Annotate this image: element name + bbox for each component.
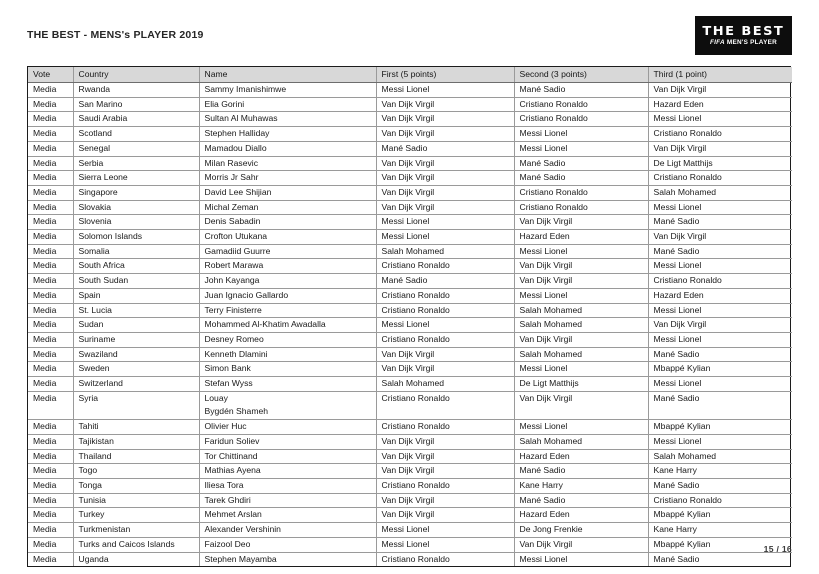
votes-table (28, 67, 792, 566)
table-row (28, 171, 792, 186)
cell-second: Hazard Eden (514, 508, 648, 523)
cell-country: Uganda (73, 552, 199, 566)
cell-country: Rwanda (73, 83, 199, 98)
cell-first: Van Dijk Virgil (376, 97, 514, 112)
cell-first: Cristiano Ronaldo (376, 478, 514, 493)
cell-vote: Media (28, 464, 73, 479)
cell-first: Messi Lionel (376, 230, 514, 245)
cell-vote: Media (28, 200, 73, 215)
cell-second: Messi Lionel (514, 244, 648, 259)
cell-country: Togo (73, 464, 199, 479)
cell-third: Salah Mohamed (648, 185, 792, 200)
cell-vote: Media (28, 537, 73, 552)
cell-third: Van Dijk Virgil (648, 230, 792, 245)
cell-third: De Ligt Matthijs (648, 156, 792, 171)
cell-first: Van Dijk Virgil (376, 508, 514, 523)
cell-country: Suriname (73, 332, 199, 347)
cell-vote: Media (28, 127, 73, 142)
cell-vote: Media (28, 244, 73, 259)
table-row (28, 83, 792, 98)
cell-vote: Media (28, 508, 73, 523)
page-title: THE BEST - MENS's PLAYER 2019 (27, 29, 204, 41)
table-row (28, 230, 792, 245)
cell-vote: Media (28, 303, 73, 318)
cell-first: Messi Lionel (376, 318, 514, 333)
logo-subtitle (710, 40, 777, 46)
cell-first: Messi Lionel (376, 537, 514, 552)
cell-name: Denis Sabadin (199, 215, 376, 230)
cell-name: Milan Rasevic (199, 156, 376, 171)
cell-first: Cristiano Ronaldo (376, 303, 514, 318)
cell-country: Thailand (73, 449, 199, 464)
cell-name (199, 391, 376, 419)
cell-name: Tor Chittinand (199, 449, 376, 464)
cell-name: Stephen Halliday (199, 127, 376, 142)
cell-third: Messi Lionel (648, 434, 792, 449)
cell-second: Kane Harry (514, 478, 648, 493)
cell-name: Sammy Imanishimwe (199, 83, 376, 98)
table-row (28, 362, 792, 377)
cell-second: Messi Lionel (514, 127, 648, 142)
cell-second: Van Dijk Virgil (514, 332, 648, 347)
cell-name: Juan Ignacio Gallardo (199, 288, 376, 303)
cell-country: Scotland (73, 127, 199, 142)
cell-third: Salah Mohamed (648, 449, 792, 464)
cell-country: Syria (73, 391, 199, 419)
cell-country: Sierra Leone (73, 171, 199, 186)
cell-third: Messi Lionel (648, 332, 792, 347)
cell-first: Van Dijk Virgil (376, 200, 514, 215)
cell-second: Mané Sadio (514, 493, 648, 508)
table-row (28, 200, 792, 215)
cell-name: John Kayanga (199, 274, 376, 289)
column-header-country: Country (73, 67, 199, 83)
cell-second: Cristiano Ronaldo (514, 200, 648, 215)
cell-third: Messi Lionel (648, 112, 792, 127)
cell-country: South Sudan (73, 274, 199, 289)
cell-name: Desney Romeo (199, 332, 376, 347)
cell-name: Sultan Al Muhawas (199, 112, 376, 127)
cell-name: Tarek Ghdiri (199, 493, 376, 508)
cell-name-line2: Bygdén Shameh (204, 406, 269, 417)
cell-vote: Media (28, 185, 73, 200)
cell-third: Van Dijk Virgil (648, 318, 792, 333)
logo-fifa-text: FIFA (710, 38, 725, 46)
cell-name: Crofton Utukana (199, 230, 376, 245)
cell-name: Morris Jr Sahr (199, 171, 376, 186)
cell-name: Gamadiid Guurre (199, 244, 376, 259)
cell-first: Cristiano Ronaldo (376, 332, 514, 347)
cell-country: Turkey (73, 508, 199, 523)
page-number: 15 / 16 (763, 544, 792, 554)
cell-third: Cristiano Ronaldo (648, 274, 792, 289)
cell-second: Messi Lionel (514, 141, 648, 156)
cell-third: Kane Harry (648, 523, 792, 538)
cell-country: Tahiti (73, 420, 199, 435)
cell-vote: Media (28, 97, 73, 112)
cell-second: Cristiano Ronaldo (514, 112, 648, 127)
cell-vote: Media (28, 288, 73, 303)
cell-first: Van Dijk Virgil (376, 127, 514, 142)
cell-first: Van Dijk Virgil (376, 156, 514, 171)
cell-first: Cristiano Ronaldo (376, 259, 514, 274)
cell-third: Mané Sadio (653, 553, 700, 564)
cell-first: Van Dijk Virgil (376, 171, 514, 186)
column-header-first: First (5 points) (376, 67, 514, 83)
cell-name: Faridun Soliev (199, 434, 376, 449)
cell-third: Mané Sadio (648, 347, 792, 362)
cell-second: Van Dijk Virgil (514, 215, 648, 230)
cell-third: Mané Sadio (648, 215, 792, 230)
cell-second: Hazard Eden (514, 449, 648, 464)
cell-vote: Media (28, 362, 73, 377)
cell-name: Terry Finisterre (199, 303, 376, 318)
table-row (28, 464, 792, 479)
table-row (28, 97, 792, 112)
cell-first: Messi Lionel (376, 523, 514, 538)
cell-name: Mathias Ayena (199, 464, 376, 479)
cell-first: Messi Lionel (376, 83, 514, 98)
cell-third: Hazard Eden (648, 288, 792, 303)
cell-name: Stephen Mayamba (199, 552, 376, 566)
cell-vote: Media (28, 391, 73, 419)
cell-vote: Media (28, 171, 73, 186)
cell-name: Mehmet Arslan (199, 508, 376, 523)
cell-first: Cristiano Ronaldo (376, 420, 514, 435)
cell-second: Mané Sadio (514, 83, 648, 98)
cell-third: Van Dijk Virgil (648, 83, 792, 98)
column-header-third: Third (1 point) (648, 67, 792, 83)
table-row (28, 420, 792, 435)
cell-country: South Africa (73, 259, 199, 274)
cell-third: Mbappé Kylian (648, 420, 792, 435)
cell-first: Salah Mohamed (376, 377, 514, 392)
logo-mens-player-text: MEN'S PLAYER (724, 38, 777, 46)
cell-second: Salah Mohamed (514, 318, 648, 333)
cell-country: Singapore (73, 185, 199, 200)
table-body (28, 83, 792, 567)
table-row (28, 288, 792, 303)
column-header-second: Second (3 points) (514, 67, 648, 83)
table-row (28, 552, 792, 566)
page-header (0, 0, 819, 62)
cell-vote: Media (28, 112, 73, 127)
cell-name: Mohammed Al-Khatim Awadalla (199, 318, 376, 333)
cell-third: Cristiano Ronaldo (648, 127, 792, 142)
cell-name: Elia Gorini (199, 97, 376, 112)
table-row (28, 303, 792, 318)
cell-third: Mané Sadio (648, 478, 792, 493)
cell-first: Mané Sadio (376, 274, 514, 289)
table-row (28, 259, 792, 274)
cell-country: Tajikistan (73, 434, 199, 449)
cell-first: Van Dijk Virgil (376, 464, 514, 479)
cell-second: Messi Lionel (514, 362, 648, 377)
table-header (28, 67, 792, 83)
cell-first: Van Dijk Virgil (376, 449, 514, 464)
cell-country: San Marino (73, 97, 199, 112)
cell-third: Mané Sadio (648, 391, 792, 419)
cell-country: Sweden (73, 362, 199, 377)
table-row (28, 244, 792, 259)
cell-country: Saudi Arabia (73, 112, 199, 127)
table-row (28, 493, 792, 508)
cell-first: Mané Sadio (376, 141, 514, 156)
cell-second: De Ligt Matthijs (514, 377, 648, 392)
cell-third: Messi Lionel (648, 200, 792, 215)
cell-first: Van Dijk Virgil (376, 493, 514, 508)
cell-second: Van Dijk Virgil (514, 391, 648, 419)
cell-first: Van Dijk Virgil (376, 347, 514, 362)
cell-second: Van Dijk Virgil (514, 537, 648, 552)
table-row (28, 185, 792, 200)
cell-second: Van Dijk Virgil (514, 274, 648, 289)
votes-table-container (27, 66, 791, 567)
table-row (28, 112, 792, 127)
cell-second: Salah Mohamed (514, 347, 648, 362)
cell-third: Mbappé Kylian (648, 537, 792, 552)
cell-name: Olivier Huc (199, 420, 376, 435)
cell-country: Tonga (73, 478, 199, 493)
cell-first: Cristiano Ronaldo (376, 552, 514, 566)
cell-name: Simon Bank (199, 362, 376, 377)
cell-vote: Media (28, 377, 73, 392)
cell-second: De Jong Frenkie (514, 523, 648, 538)
table-row (28, 537, 792, 552)
cell-third: Messi Lionel (648, 377, 792, 392)
cell-third: Cristiano Ronaldo (648, 493, 792, 508)
cell-vote: Media (28, 156, 73, 171)
table-row (28, 377, 792, 392)
cell-second: Messi Lionel (514, 288, 648, 303)
cell-second: Mané Sadio (514, 156, 648, 171)
cell-first: Messi Lionel (376, 215, 514, 230)
table-row (28, 434, 792, 449)
cell-country: Somalia (73, 244, 199, 259)
cell-vote: Media (28, 274, 73, 289)
cell-name: Faizool Deo (199, 537, 376, 552)
column-header-name: Name (199, 67, 376, 83)
cell-name-line1: Louay (204, 392, 228, 403)
cell-country: Switzerland (73, 377, 199, 392)
cell-first: Van Dijk Virgil (376, 434, 514, 449)
cell-vote: Media (28, 215, 73, 230)
cell-vote: Media (28, 552, 73, 566)
table-row (28, 523, 792, 538)
cell-third: Mané Sadio (648, 244, 792, 259)
table-row (28, 347, 792, 362)
cell-vote: Media (28, 478, 73, 493)
cell-name: Iliesa Tora (199, 478, 376, 493)
cell-second: Cristiano Ronaldo (514, 185, 648, 200)
table-row (28, 318, 792, 333)
table-row (28, 274, 792, 289)
fifa-the-best-logo (695, 16, 792, 55)
cell-name: Kenneth Dlamini (199, 347, 376, 362)
cell-vote: Media (28, 523, 73, 538)
cell-first: Van Dijk Virgil (376, 112, 514, 127)
cell-country: Turks and Caicos Islands (73, 537, 199, 552)
cell-third: Mbappé Kylian (648, 362, 792, 377)
cell-country: Slovenia (73, 215, 199, 230)
cell-first: Salah Mohamed (376, 244, 514, 259)
cell-vote: Media (28, 332, 73, 347)
cell-name: Mamadou Diallo (199, 141, 376, 156)
cell-name: Stefan Wyss (199, 377, 376, 392)
column-header-vote: Vote (28, 67, 73, 83)
table-row (28, 156, 792, 171)
cell-vote: Media (28, 449, 73, 464)
cell-country: Swaziland (73, 347, 199, 362)
cell-country: Solomon Islands (73, 230, 199, 245)
cell-vote: Media (28, 230, 73, 245)
cell-name: David Lee Shijian (199, 185, 376, 200)
cell-vote: Media (28, 318, 73, 333)
cell-second: Messi Lionel (514, 552, 648, 566)
cell-third: Hazard Eden (648, 97, 792, 112)
table-row (28, 141, 792, 156)
cell-third: Cristiano Ronaldo (648, 171, 792, 186)
cell-vote: Media (28, 434, 73, 449)
table-row (28, 449, 792, 464)
table-row (28, 508, 792, 523)
cell-country: St. Lucia (73, 303, 199, 318)
cell-third: Mbappé Kylian (648, 508, 792, 523)
cell-first: Cristiano Ronaldo (376, 288, 514, 303)
cell-vote: Media (28, 83, 73, 98)
logo-the-best-text: THE BEST (702, 23, 785, 39)
cell-country: Senegal (73, 141, 199, 156)
cell-second: Salah Mohamed (514, 434, 648, 449)
table-row (28, 127, 792, 142)
table-row (28, 215, 792, 230)
cell-name: Michal Zeman (199, 200, 376, 215)
cell-second: Hazard Eden (514, 230, 648, 245)
cell-country: Turkmenistan (73, 523, 199, 538)
cell-vote: Media (28, 493, 73, 508)
cell-vote: Media (28, 259, 73, 274)
cell-vote: Media (28, 347, 73, 362)
cell-country: Spain (73, 288, 199, 303)
cell-second: Messi Lionel (514, 420, 648, 435)
table-row (28, 478, 792, 493)
cell-third: Kane Harry (648, 464, 792, 479)
cell-third: Van Dijk Virgil (648, 141, 792, 156)
cell-second: Mané Sadio (514, 171, 648, 186)
cell-country: Slovakia (73, 200, 199, 215)
cell-second: Salah Mohamed (514, 303, 648, 318)
cell-vote: Media (28, 141, 73, 156)
cell-name: Alexander Vershinin (199, 523, 376, 538)
cell-first: Van Dijk Virgil (376, 362, 514, 377)
cell-first: Van Dijk Virgil (376, 185, 514, 200)
cell-third: Messi Lionel (648, 303, 792, 318)
cell-country: Tunisia (73, 493, 199, 508)
cell-country: Sudan (73, 318, 199, 333)
cell-vote: Media (28, 420, 73, 435)
cell-third: Messi Lionel (648, 259, 792, 274)
cell-second: Cristiano Ronaldo (514, 97, 648, 112)
cell-second: Mané Sadio (514, 464, 648, 479)
cell-first: Cristiano Ronaldo (376, 391, 514, 419)
table-row (28, 332, 792, 347)
cell-country: Serbia (73, 156, 199, 171)
table-row (28, 391, 792, 419)
table-header-row (28, 67, 792, 83)
cell-second: Van Dijk Virgil (514, 259, 648, 274)
cell-name: Robert Marawa (199, 259, 376, 274)
